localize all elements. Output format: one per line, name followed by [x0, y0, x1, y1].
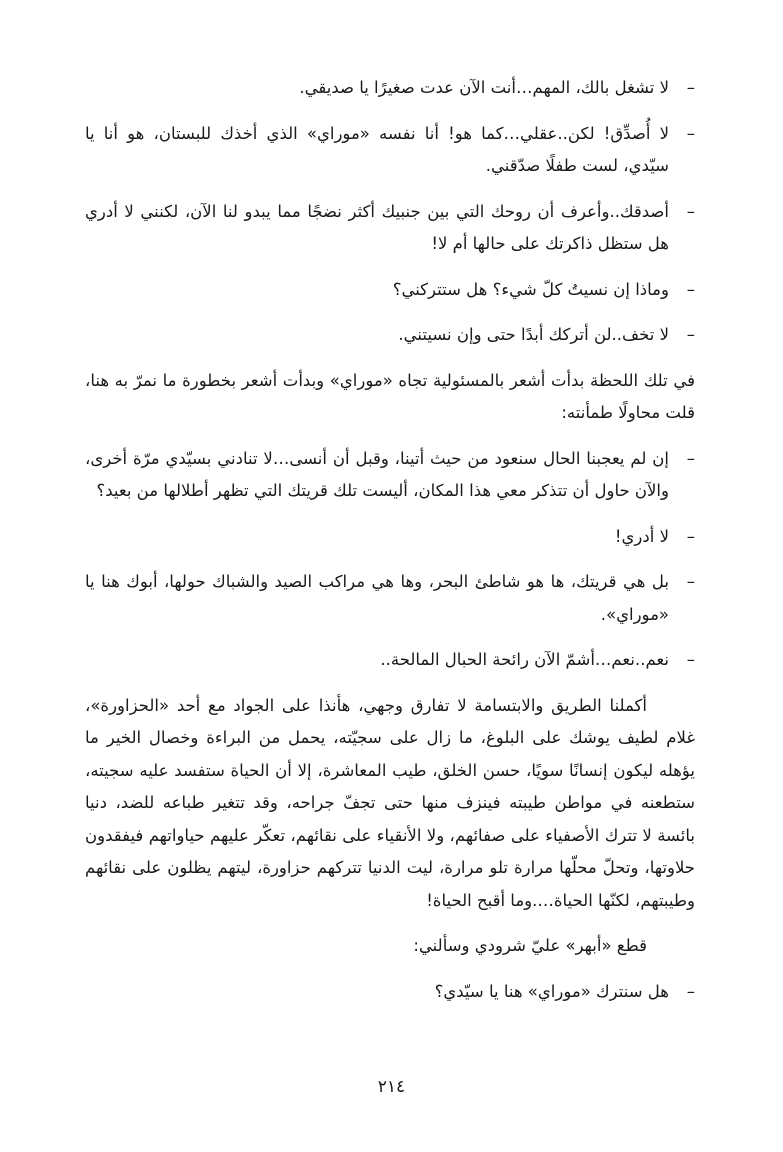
dialogue-text: أصدقك..وأعرف أن روحك التي بين جنبيك أكثر نضجًا مما يبدو لنا الآن، لكنني لا أدري هل ستظل ذاكرتك على حالها أم لا! — [85, 201, 669, 253]
dialogue-line — [85, 644, 695, 677]
dialogue-line — [85, 566, 695, 631]
dialogue-line — [85, 196, 695, 261]
dialogue-text: لا أُصدِّق! لكن..عقلي…كما هو! أنا نفسه «موراي» الذي أخذك للبستان، هو أنا يا سيّدي، لست طفلًا صدّقني. — [85, 123, 669, 175]
dialogue-line — [85, 274, 695, 307]
dialogue-dash: – — [686, 650, 695, 669]
narrative-paragraph: أكملنا الطريق والابتسامة لا تفارق وجهي، هأنذا على الجواد مع أحد «الحزاورة»، غلام لطيف يوشك على البلوغ، ما زال على سجيّته، يحمل من البراءة وخصال الخير ما يؤهله ليكون إنسانًا سويًا، حسن الخلق، طيب المعاشرة، إلا أن الحياة ستفسد عليه سجيته، ستطعنه في مواطن طيبته فينزف منها حتى تجفّ جراحه، وقد تتغير طباعه للضد، دنيا بائسة لا تترك الأصفياء على صفائهم، ولا الأنقياء على نقائهم، تعكّر عليهم حياواتهم فيفقدون حلاوتها، وتحلّ محلّها مرارة تلو مرارة، ليت الدنيا تتركهم حزاورة، ليتهم يظلون على نقائهم وطيبتهم، لكنّها الحياة….وما أقبح الحياة! — [85, 695, 695, 910]
dialogue-dash: – — [686, 981, 695, 1001]
dialogue-dash: – — [686, 279, 695, 299]
dialogue-text: وماذا إن نسيتُ كلّ شيء؟ هل ستتركني؟ — [392, 279, 669, 299]
page-number: ٢١٤ — [377, 1077, 406, 1097]
dialogue-dash: – — [686, 526, 695, 546]
book-page — [85, 72, 695, 1021]
dialogue-text: بل هي قريتك، ها هو شاطئ البحر، وها هي مراكب الصيد والشباك حولها، أبوك هنا يا «موراي». — [85, 572, 669, 624]
dialogue-line — [85, 118, 695, 183]
dialogue-dash: – — [686, 201, 695, 221]
dialogue-dash: – — [686, 123, 695, 143]
dialogue-text: لا أدري! — [614, 526, 669, 546]
dialogue-text: هل سنترك «موراي» هنا يا سيّدي؟ — [434, 981, 669, 1001]
dialogue-line — [85, 443, 695, 508]
dialogue-dash: – — [686, 572, 695, 591]
dialogue-text: لا تخف..لن أتركك أبدًا حتى وإن نسيتني. — [398, 325, 669, 344]
dialogue-dash: – — [686, 325, 695, 344]
dialogue-line — [85, 521, 695, 554]
dialogue-text: لا تشغل بالك، المهم…أنت الآن عدت صغيرًا يا صديقي. — [299, 78, 669, 97]
dialogue-line — [85, 976, 695, 1009]
narrative-paragraph: في تلك اللحظة بدأت أشعر بالمسئولية تجاه «موراي» وبدأت أشعر بخطورة ما نمرّ به هنا، قلت محاولًا طمأنته: — [85, 370, 695, 422]
dialogue-line — [85, 319, 695, 352]
narrative-paragraph: قطع «أبهر» عليّ شرودي وسألني: — [413, 936, 647, 955]
dialogue-dash: – — [686, 448, 695, 468]
dialogue-dash: – — [686, 78, 695, 97]
dialogue-line — [85, 72, 695, 105]
dialogue-text: نعم..نعم…أشمّ الآن رائحة الحبال المالحة.. — [380, 650, 669, 669]
dialogue-text: إن لم يعجبنا الحال سنعود من حيث أتينا، وقبل أن أنسى…لا تنادني بسيّدي مرّة أخرى، والآن حاول أن تتذكر معي هذا المكان، أليست تلك قريتك التي تظهر أطلالها من بعيد؟ — [85, 448, 669, 500]
